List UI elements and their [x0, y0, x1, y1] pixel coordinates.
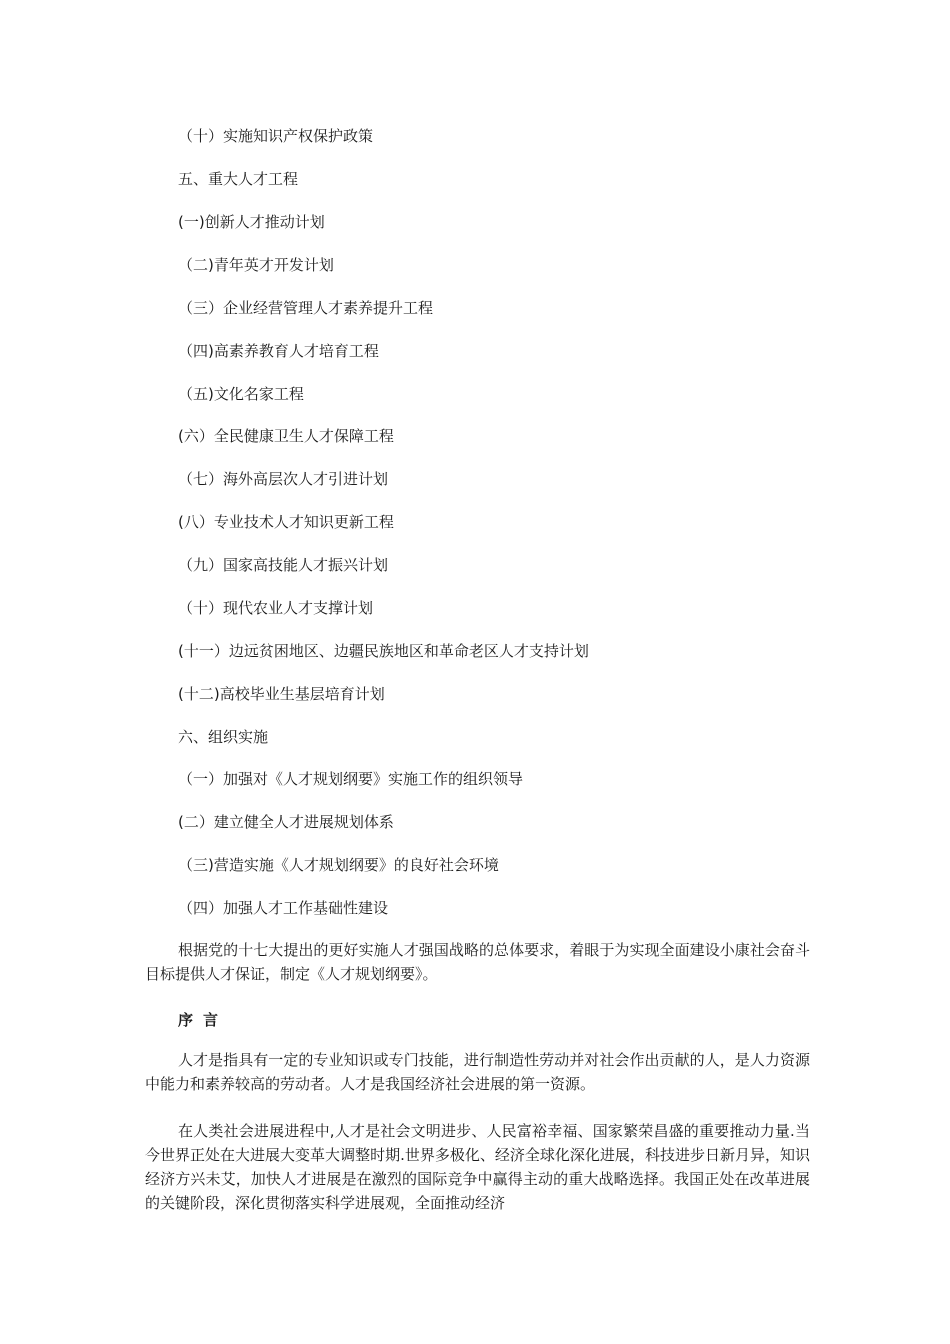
outline-item: (十二)高校毕业生基层培育计划 — [178, 685, 385, 703]
preface-title: 序言 — [178, 1011, 229, 1029]
outline-item: (二）建立健全人才进展规划体系 — [178, 813, 394, 831]
intro-paragraph: 根据党的十七大提出的更好实施人才强国战略的总体要求，着眼于为实现全面建设小康社会奋斗目标提供人才保证，制定《人才规划纲要》。 — [145, 941, 810, 983]
outline-item: (十一）边远贫困地区、边疆民族地区和革命老区人才支持计划 — [178, 642, 589, 660]
outline-item: (八）专业技术人才知识更新工程 — [178, 513, 394, 531]
outline-item: （十）实施知识产权保护政策 — [178, 127, 374, 145]
outline-item: (六）全民健康卫生人才保障工程 — [178, 427, 394, 445]
outline-item: （二)青年英才开发计划 — [178, 256, 334, 274]
outline-item: （九）国家高技能人才振兴计划 — [178, 556, 389, 574]
outline-item: （十）现代农业人才支撑计划 — [178, 599, 374, 617]
outline-item: （七）海外高层次人才引进计划 — [178, 470, 389, 488]
outline-item: （四)高素养教育人才培育工程 — [178, 342, 379, 360]
outline-item: （一）加强对《人才规划纲要》实施工作的组织领导 — [178, 770, 524, 788]
preface-paragraph: 在人类社会进展进程中,人才是社会文明进步、人民富裕幸福、国家繁荣昌盛的重要推动力量.当今世界正处在大进展大变革大调整时期.世界多极化、经济全球化深化进展，科技进步日新月异，知识经济方兴未艾，加快人才进展是在激烈的国际竞争中赢得主动的重大战略选择。我国正处在改革进展的关键阶段，深化贯彻落实科学进展观，全面推动经济 — [145, 1122, 810, 1212]
section-heading: 五、重大人才工程 — [178, 170, 299, 188]
outline-item: （五)文化名家工程 — [178, 385, 304, 403]
outline-item: （三）企业经营管理人才素养提升工程 — [178, 299, 434, 317]
section-heading: 六、组织实施 — [178, 728, 269, 746]
outline-item: （三)营造实施《人才规划纲要》的良好社会环境 — [178, 856, 499, 874]
outline-item: (一)创新人才推动计划 — [178, 213, 325, 231]
outline-item: （四）加强人才工作基础性建设 — [178, 899, 389, 917]
preface-paragraph: 人才是指具有一定的专业知识或专门技能，进行制造性劳动并对社会作出贡献的人，是人力资源中能力和素养较高的劳动者。人才是我国经济社会进展的第一资源。 — [145, 1051, 810, 1093]
